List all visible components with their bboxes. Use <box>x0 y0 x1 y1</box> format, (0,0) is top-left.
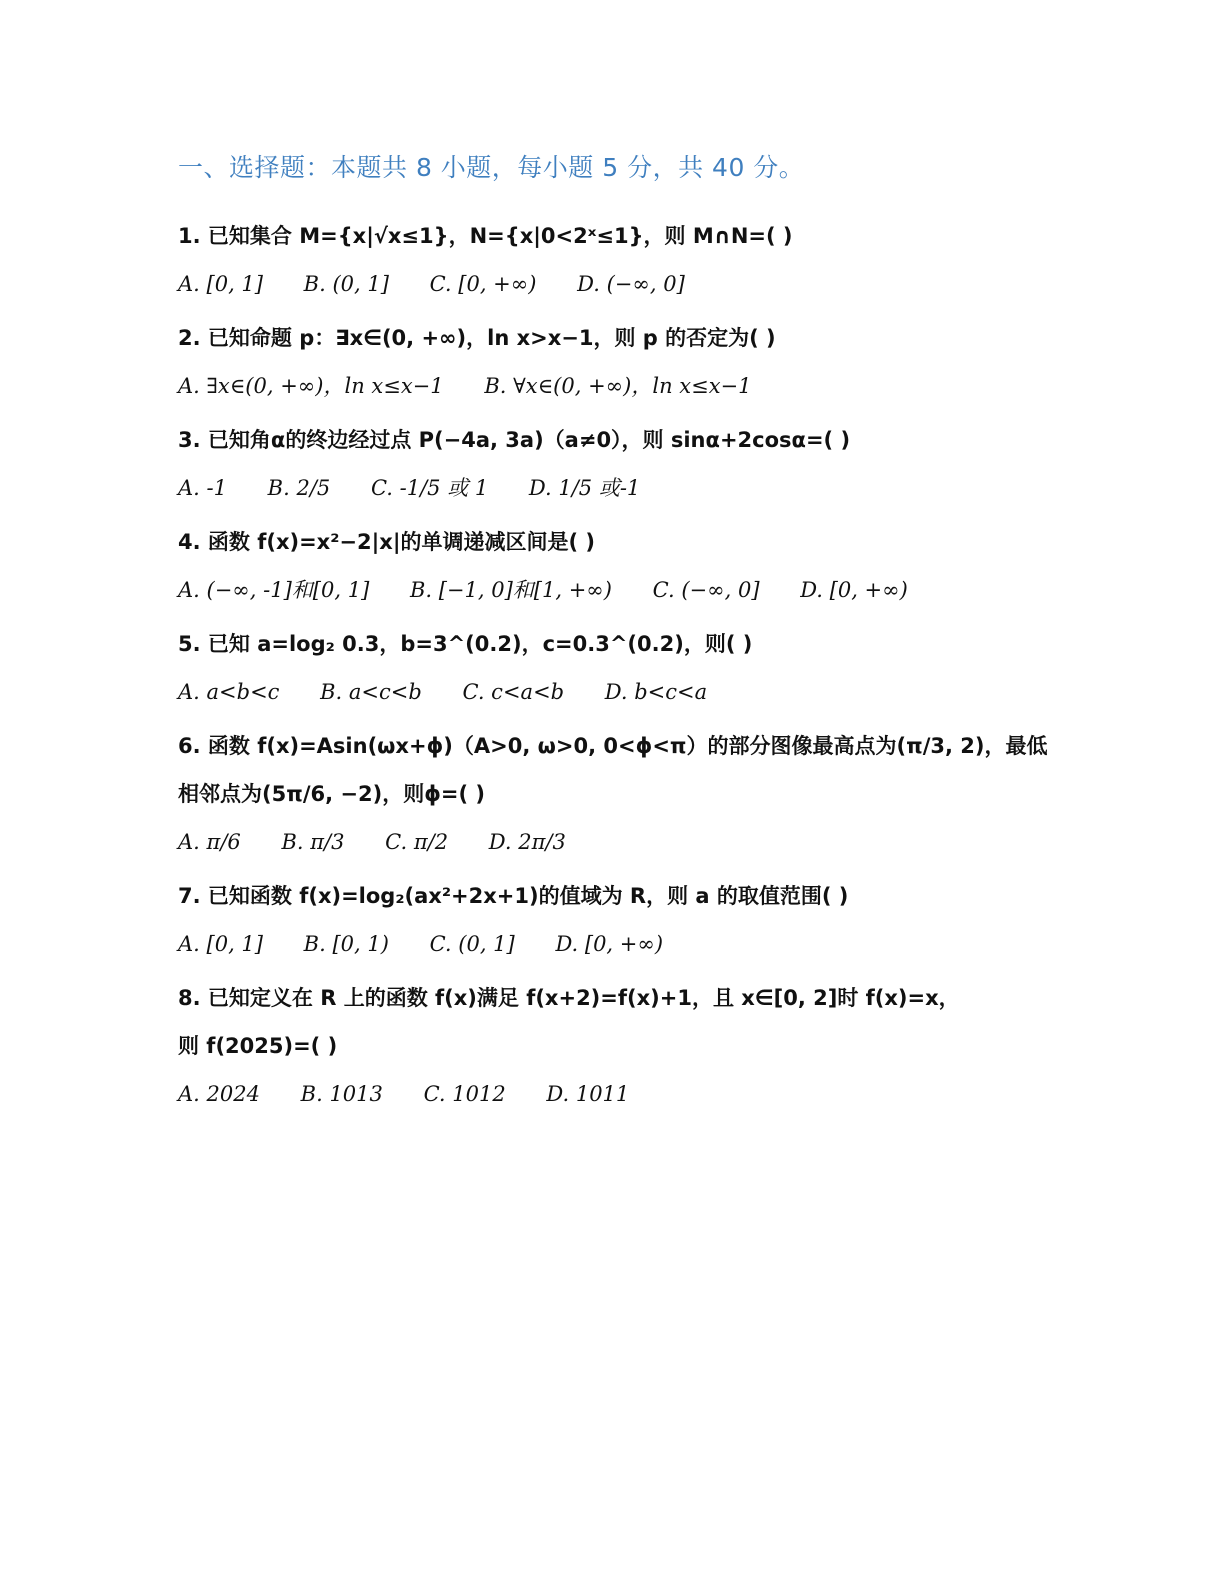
question-3 <box>178 416 1058 512</box>
option-c: C. -1/5 或 1 <box>370 476 489 500</box>
option-d: D. [0, +∞) <box>555 932 664 956</box>
question-options <box>178 1070 1058 1118</box>
question-stem: 3. 已知角α的终边经过点 P(−4a, 3a)（a≠0），则 sinα+2cosα=( ) <box>178 428 851 452</box>
section-heading: 一、选择题：本题共 8 小题，每小题 5 分，共 40 分。 <box>178 153 805 182</box>
question-7 <box>178 872 1058 968</box>
option-d: D. 2π/3 <box>488 830 566 854</box>
option-b: B. ∀x∈(0, +∞)，ln x≤x−1 <box>484 374 752 398</box>
option-b: B. a<c<b <box>320 680 422 704</box>
option-a: A. -1 <box>178 476 227 500</box>
option-d: D. 1/5 或-1 <box>528 476 641 500</box>
option-a: A. [0, 1] <box>178 932 263 956</box>
question-options <box>178 920 1058 968</box>
question-options <box>178 818 1058 866</box>
exam-page <box>178 146 1058 1124</box>
option-d: D. b<c<a <box>604 680 708 704</box>
question-stem: 2. 已知命题 p：∃x∈(0, +∞)，ln x>x−1，则 p 的否定为( ) <box>178 326 776 350</box>
question-4 <box>178 518 1058 614</box>
option-d: D. 1011 <box>546 1082 630 1106</box>
question-options <box>178 260 1058 308</box>
question-options <box>178 464 1058 512</box>
option-a: A. a<b<c <box>178 680 280 704</box>
option-a: A. (−∞, -1]和[0, 1] <box>178 578 370 602</box>
option-b: B. [−1, 0]和[1, +∞) <box>409 578 612 602</box>
question-stem: 5. 已知 a=log₂ 0.3，b=3^(0.2)，c=0.3^(0.2)，则( ) <box>178 632 753 656</box>
question-5 <box>178 620 1058 716</box>
option-d: D. (−∞, 0] <box>577 272 685 296</box>
option-a: A. [0, 1] <box>178 272 263 296</box>
question-2 <box>178 314 1058 410</box>
option-b: B. 1013 <box>300 1082 383 1106</box>
option-b: B. π/3 <box>281 830 345 854</box>
question-stem: 8. 已知定义在 R 上的函数 f(x)满足 f(x+2)=f(x)+1，且 x∈[0, 2]时 f(x)=x，则 f(2025)=( ) <box>178 986 960 1058</box>
option-c: C. (−∞, 0] <box>652 578 760 602</box>
option-c: C. π/2 <box>385 830 449 854</box>
question-8 <box>178 974 1058 1118</box>
option-a: A. ∃x∈(0, +∞)，ln x≤x−1 <box>178 374 444 398</box>
question-stem: 6. 函数 f(x)=Asin(ωx+ϕ)（A>0, ω>0, 0<ϕ<π）的部分图像最高点为(π/3, 2)，最低相邻点为(5π/6, −2)，则ϕ=( ) <box>178 734 1048 806</box>
question-stem: 1. 已知集合 M={x|√x≤1}，N={x|0<2ˣ≤1}，则 M∩N=( ) <box>178 224 793 248</box>
question-options <box>178 362 1058 410</box>
option-b: B. [0, 1) <box>303 932 389 956</box>
question-options <box>178 566 1058 614</box>
option-d: D. [0, +∞) <box>800 578 908 602</box>
question-stem: 7. 已知函数 f(x)=log₂(ax²+2x+1)的值域为 R，则 a 的取值范围( ) <box>178 884 849 908</box>
option-a: A. π/6 <box>178 830 241 854</box>
question-stem: 4. 函数 f(x)=x²−2|x|的单调递减区间是( ) <box>178 530 596 554</box>
option-c: C. 1012 <box>423 1082 506 1106</box>
option-c: C. [0, +∞) <box>429 272 537 296</box>
option-b: B. 2/5 <box>267 476 331 500</box>
question-6 <box>178 722 1058 866</box>
option-a: A. 2024 <box>178 1082 260 1106</box>
question-options <box>178 668 1058 716</box>
option-b: B. (0, 1] <box>303 272 389 296</box>
option-c: C. (0, 1] <box>429 932 515 956</box>
question-1 <box>178 212 1058 308</box>
option-c: C. c<a<b <box>462 680 565 704</box>
